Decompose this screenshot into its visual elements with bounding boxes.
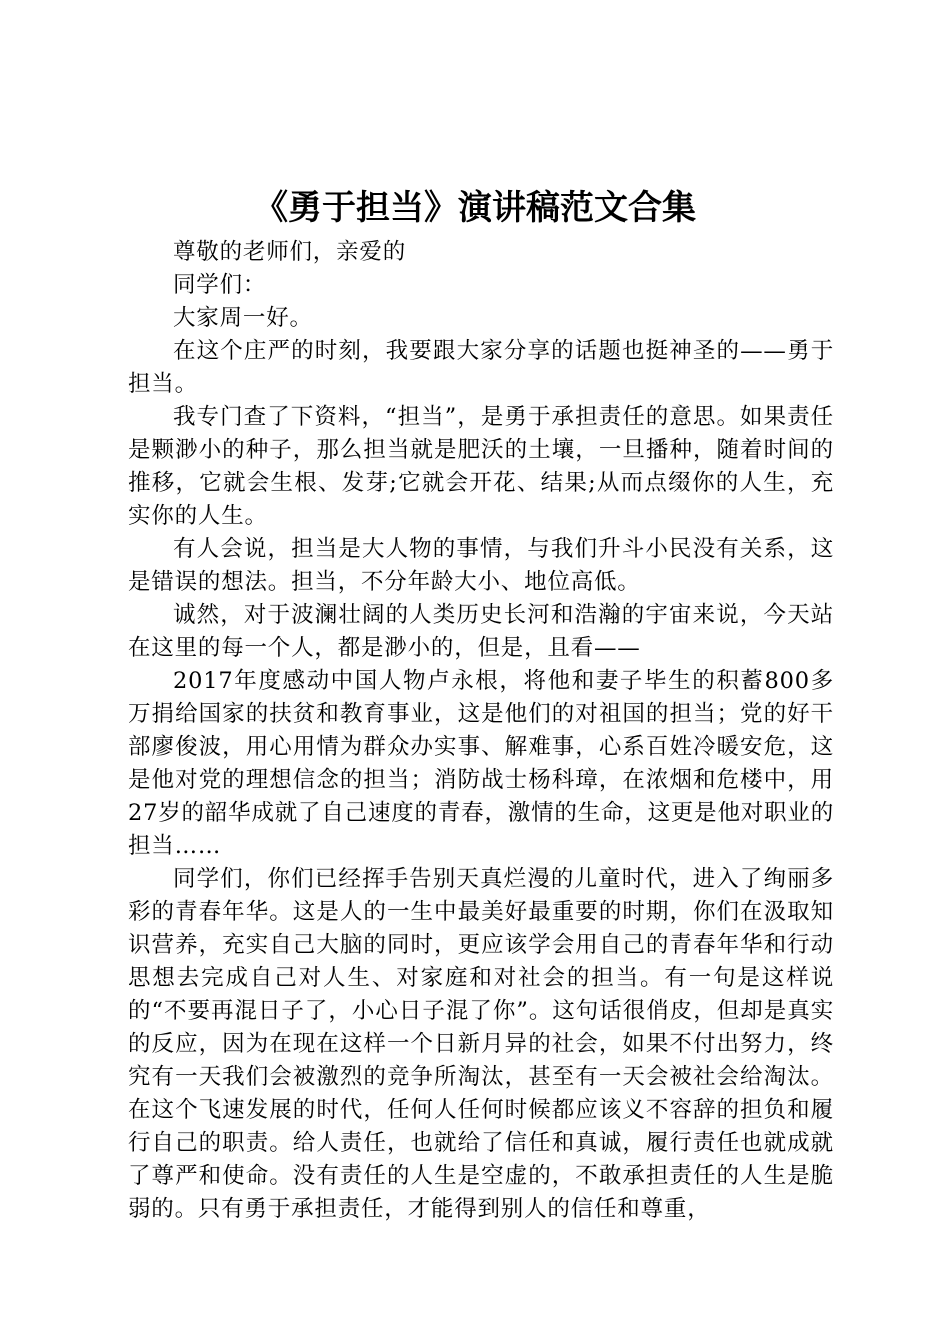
paragraph-topic: 在这个庄严的时刻，我要跟大家分享的话题也挺神圣的——勇于担当。 [128,338,834,397]
document-title: 《勇于担当》演讲稿范文合集 [254,188,696,228]
paragraph-definition: 我专门查了下资料，“担当”，是勇于承担责任的意思。如果责任是颗渺小的种子，那么担当就是肥沃的土壤，一旦播种，随着时间的推移，它就会生根、发芽;它就会开花、结果;从而点缀你的人生，充实你的人生。 [128,404,834,529]
paragraph-exhortation: 同学们，你们已经挥手告别天真烂漫的儿童时代，进入了绚丽多彩的青春年华。这是人的一生中最美好最重要的时期，你们在汲取知识营养，充实自己大脑的同时，更应该学会用自己的青春年华和行动思想去完成自己对人生、对家庭和对社会的担当。有一句是这样说的“不要再混日子了，小心日子混了你”。这句话很俏皮，但却是真实的反应，因为在现在这样一个日新月异的社会，如果不付出努力，终究有一天我们会被激烈的竞争所淘汰，甚至有一天会被社会给淘汰。在这个飞速发展的时代，任何人任何时候都应该义不容辞的担负和履行自己的职责。给人责任，也就给了信任和真诚，履行责任也就成就了尊严和使命。没有责任的人生是空虚的，不敢承担责任的人生是脆弱的。只有勇于承担责任，才能得到别人的信任和尊重， [128,866,834,1222]
paragraph-misconception: 有人会说，担当是大人物的事情，与我们升斗小民没有关系，这是错误的想法。担当，不分年龄大小、地位高低。 [128,536,834,595]
paragraph-salutation-continued: 同学们： [173,272,267,298]
paragraph-greeting: 大家周一好。 [173,305,313,331]
paragraph-perspective: 诚然，对于波澜壮阔的人类历史长河和浩瀚的宇宙来说，今天站在这里的每一个人，都是渺小的，但是，且看—— [128,602,834,661]
paragraph-examples: 2017年度感动中国人物卢永根，将他和妻子毕生的积蓄800多万捐给国家的扶贫和教育事业，这是他们的对祖国的担当；党的好干部廖俊波，用心用情为群众办实事、解难事，心系百姓冷暖安危，这是他对党的理想信念的担当；消防战士杨科璋，在浓烟和危楼中，用27岁的韶华成就了自己速度的青春，激情的生命，这更是他对职业的担当…… [128,668,834,859]
document-body [128,236,834,1226]
paragraph-salutation: 尊敬的老师们，亲爱的 [173,239,407,265]
